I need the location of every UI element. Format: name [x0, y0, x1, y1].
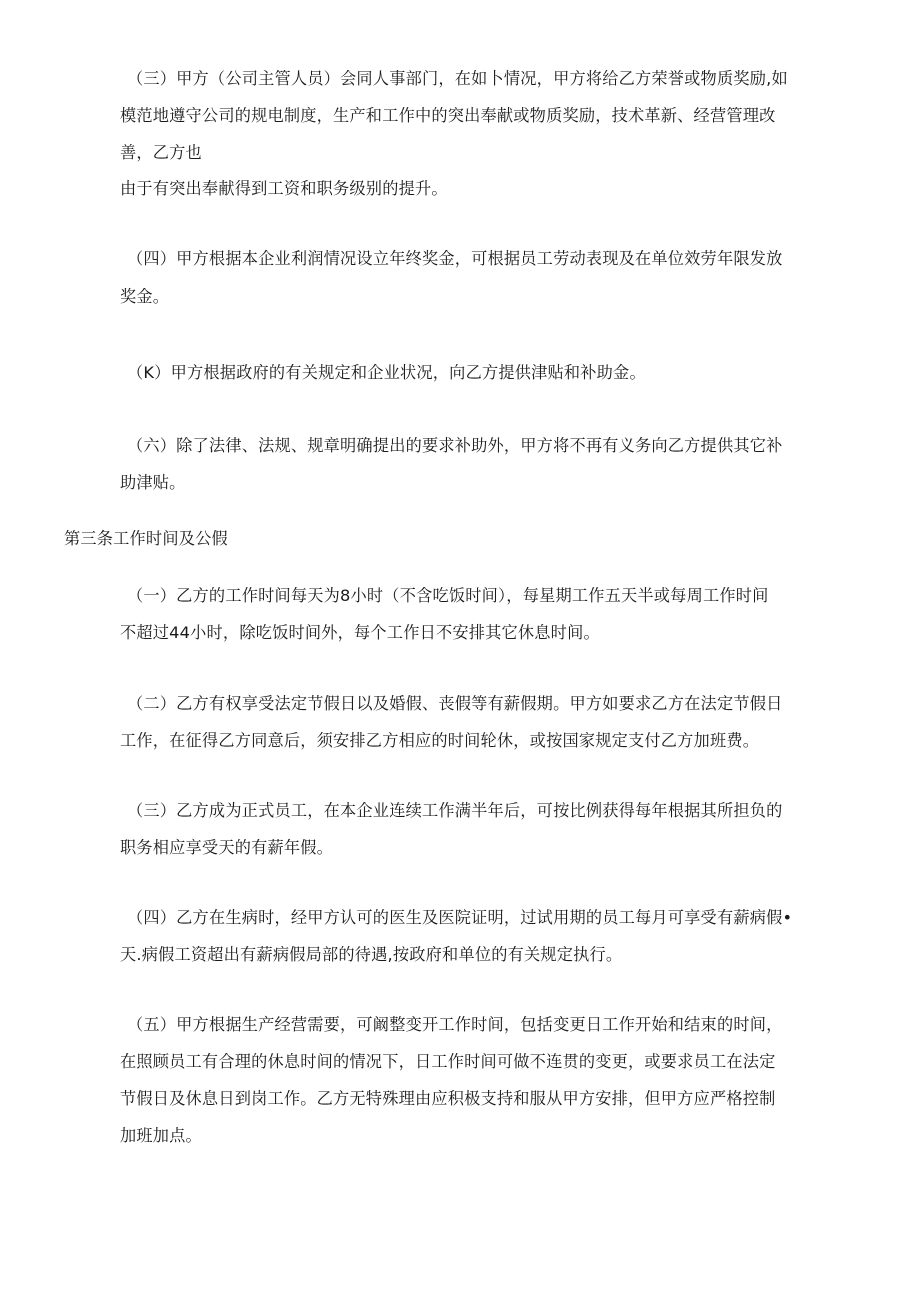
paragraph-holidays-line-2: 工作，在征得乙方同意后，须安排乙方相应的时间轮休，或按国家规定支付乙方加班费。 — [120, 731, 760, 750]
paragraph-sick-leave-line-2: 天.病假工资超出有薪病假局部的待遇,按政府和单位的有关规定执行。 — [120, 945, 623, 964]
paragraph-reward-line-1: （三）甲方（公司主管人员）会同人事部门，在如卜情况，甲方将给乙方荣誉或物质奖励,如 — [127, 69, 788, 88]
paragraph-schedule-change-line-2: 在照顾员工有合理的休息时间的情况下，日工作时间可做不连贯的变更，或要求员工在法定 — [120, 1052, 776, 1071]
paragraph-no-other-line-1: （六）除了法律、法规、规章明确提出的要求补助外，甲方将不再有义务向乙方提供其它补 — [127, 436, 783, 455]
section-heading: 第三条工作时间及公假 — [64, 529, 228, 548]
paragraph-reward-line-3: 善，乙方也 — [120, 143, 202, 162]
paragraph-hours-line-2: 不超过44小时，除吃饭时间外，每个工作日不安排其它休息时间。 — [120, 623, 600, 642]
paragraph-annual-leave-line-1: （三）乙方成为正式员工，在本企业连续工作满半年后，可按比例获得每年根据其所担负的 — [127, 801, 783, 820]
paragraph-schedule-change-line-1: （五）甲方根据生产经营需要，可阚整变开工作时间，包括变更日工作开始和结束的时间， — [127, 1015, 783, 1034]
paragraph-schedule-change-line-3: 节假日及休息日到岗工作。乙方无特殊理由应积极支持和服从甲方安排，但甲方应严格控制 — [120, 1089, 776, 1108]
paragraph-no-other-line-2: 助津贴。 — [120, 473, 186, 492]
paragraph-allowance-line-1: （K）甲方根据政府的有关规定和企业状况，向乙方提供津贴和补助金。 — [127, 363, 646, 382]
paragraph-schedule-change-line-4: 加班加点。 — [120, 1126, 202, 1145]
paragraph-holidays-line-1: （二）乙方有权享受法定节假日以及婚假、丧假等有薪假期。甲方如要求乙方在法定节假日 — [127, 694, 783, 713]
paragraph-bonus-line-1: （四）甲方根据本企业利润情况设立年终奖金，可根据员工劳动表现及在单位效劳年限发放 — [127, 249, 783, 268]
paragraph-reward-line-4: 由于有突出奉献得到工资和职务级别的提升。 — [120, 179, 448, 198]
paragraph-reward-line-2: 模范地遵守公司的规电制度，生产和工作中的突出奉献或物质奖励，技术革新、经营管理改 — [120, 106, 776, 125]
paragraph-annual-leave-line-2: 职务相应享受天的有薪年假。 — [120, 838, 334, 857]
paragraph-sick-leave-line-1: （四）乙方在生病时，经甲方认可的医生及医院证明，过试用期的员工每月可享受有薪病假• — [127, 908, 793, 927]
paragraph-bonus-line-2: 奖金。 — [120, 287, 170, 306]
paragraph-hours-line-1: （一）乙方的工作时间每天为8小时（不含吃饭时间），每星期工作五天半或每周工作时间 — [127, 586, 769, 605]
